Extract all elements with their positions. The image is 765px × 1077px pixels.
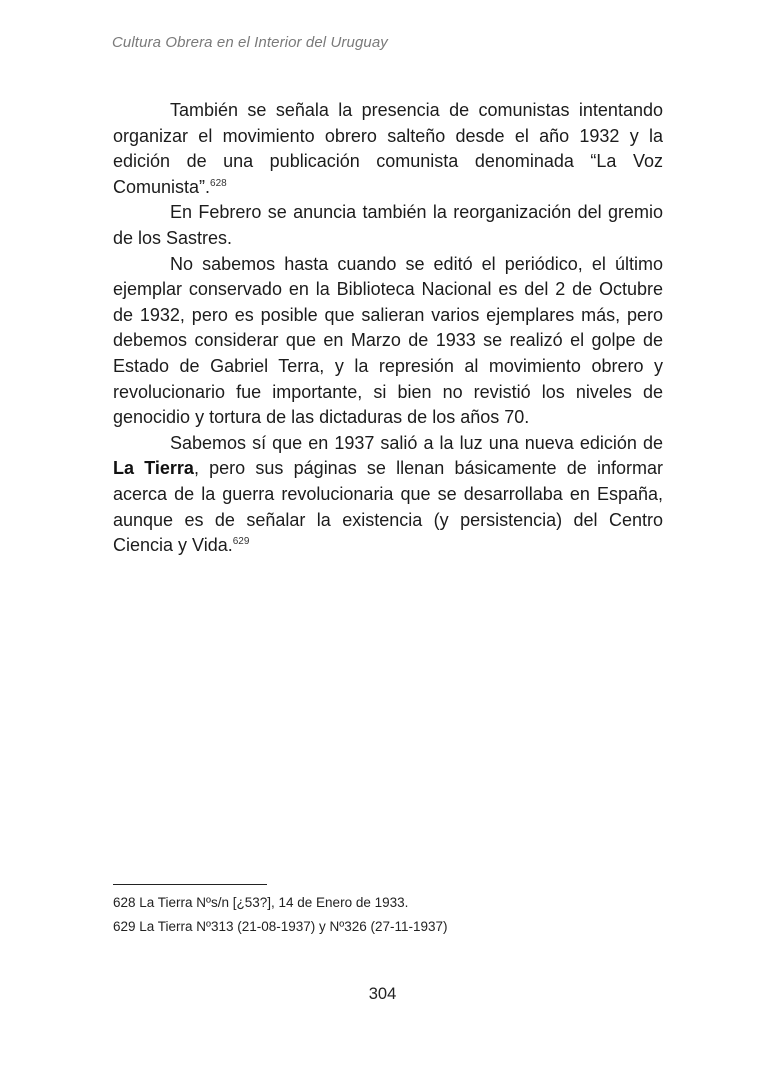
paragraph-text: En Febrero se anuncia también la reorganización del gremio de los Sastres. bbox=[113, 202, 663, 248]
page-number: 304 bbox=[368, 985, 397, 1003]
paragraph-2 bbox=[113, 200, 663, 251]
paragraph-text: También se señala la presencia de comunistas intentando organizar el movimiento obrero salteño desde el año 1932 y la edición de una publicación comunista denominada “La Voz Comunista”. bbox=[113, 100, 663, 197]
newspaper-title: La Tierra bbox=[113, 458, 194, 479]
running-header: Cultura Obrera en el Interior del Uruguay bbox=[112, 34, 388, 51]
footnote-divider bbox=[113, 884, 267, 885]
paragraph-text: No sabemos hasta cuando se editó el periódico, el último ejemplar conservado en la Biblioteca Nacional es del 2 de Octubre de 1932, pero es posible que salieran varios ejemplares más, pero debemos considerar que en Marzo de 1933 se realizó el golpe de Estado de Gabriel Terra, y la represión al movimiento obrero y revolucionario fue importante, si bien no revistió los niveles de genocidio y tortura de las dictaduras de los años 70. bbox=[113, 253, 663, 428]
footnotes bbox=[113, 891, 663, 939]
paragraph-text: , pero sus páginas se llenan básicamente de informar acerca de la guerra revolucionaria que se desarrollaba en España, aunque es de señalar la existencia (y persistencia) del Centro Ciencia y Vida. bbox=[113, 458, 663, 556]
body-text bbox=[113, 98, 663, 559]
paragraph-1 bbox=[113, 98, 663, 200]
paragraph-3 bbox=[113, 252, 663, 431]
footnote-ref-628: 628 bbox=[210, 177, 227, 189]
paragraph-4 bbox=[113, 431, 663, 559]
footnote-628: 628 La Tierra Nºs/n [¿53?], 14 de Enero de 1933. bbox=[113, 895, 409, 910]
footnote-ref-629: 629 bbox=[232, 536, 250, 548]
paragraph-text: Sabemos sí que en 1937 salió a la luz una nueva edición de bbox=[170, 432, 663, 453]
footnote-629: 629 La Tierra Nº313 (21-08-1937) y Nº326 (27-11-1937) bbox=[113, 919, 448, 934]
